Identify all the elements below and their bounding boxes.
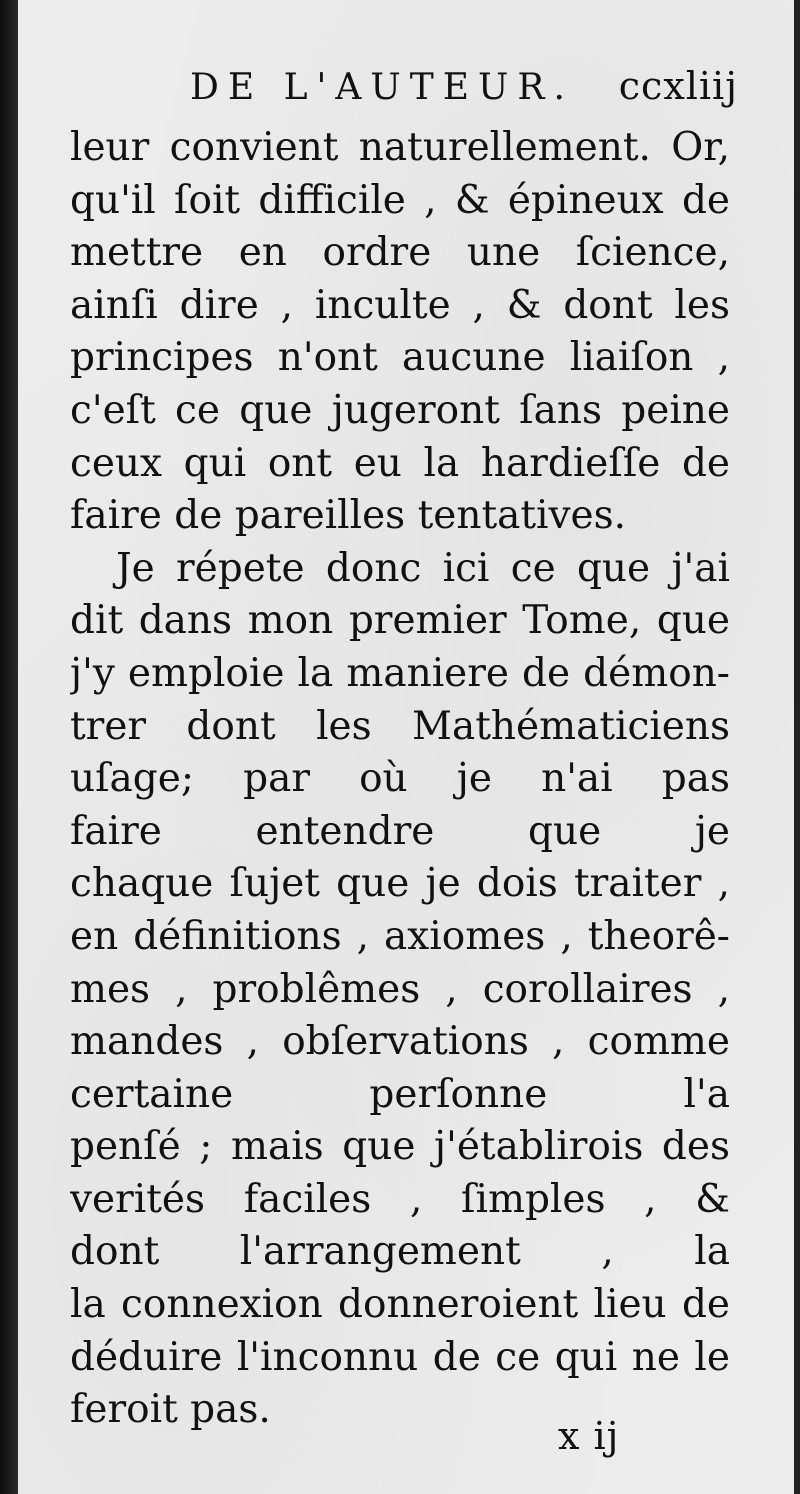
text-line: leur convient naturellement. Or,	[70, 125, 730, 170]
text-line: en définitions , axiomes , theorê-	[70, 913, 730, 959]
text-line: ceux qui ont eu la hardieſſe de	[70, 440, 730, 486]
text-line: mettre en ordre une ſcience,	[70, 230, 730, 276]
body-text	[70, 122, 730, 1437]
text-line: Je répete donc ici ce que j'ai	[116, 545, 730, 591]
text-line: ainſi dire , inculte , & dont les	[70, 282, 730, 328]
running-title: DE L'AUTEUR.	[190, 67, 574, 108]
page-number: ccxliij	[618, 64, 738, 108]
book-page	[18, 0, 794, 1494]
text-line: dit dans mon premier Tome, que	[70, 598, 730, 644]
text-line: feroit pas.	[70, 1387, 271, 1433]
text-line: dont l'arrangement , la	[70, 1229, 730, 1275]
scan-border-left	[0, 0, 18, 1494]
text-line: j'y emploie la maniere de démon-	[70, 650, 730, 696]
text-line: faire de pareilles tentatives.	[70, 493, 627, 539]
text-line: la connexion donneroient lieu de	[70, 1282, 730, 1328]
text-line: faire entendre que je	[70, 808, 730, 854]
text-line: trer dont les Mathématiciens	[70, 703, 730, 749]
text-line: uſage; par où je n'ai pas	[70, 756, 730, 802]
text-line: c'eſt ce que jugeront ſans peine	[70, 387, 730, 433]
text-line: mandes , obſervations , comme	[70, 1019, 730, 1065]
text-line: déduire l'inconnu de ce qui ne le	[70, 1334, 730, 1380]
text-line: principes n'ont aucune liaiſon ,	[70, 335, 730, 381]
text-line: certaine perſonne l'a	[70, 1071, 730, 1117]
text-line: mes , problêmes , corollaires ,	[70, 966, 730, 1012]
signature-mark: x ij	[558, 1414, 620, 1458]
text-line: qu'il ſoit difficile , & épineux de	[70, 177, 730, 223]
text-line: verités faciles , ſimples , &	[70, 1176, 730, 1222]
running-head	[190, 64, 750, 118]
scan-border-right	[794, 0, 800, 1494]
text-line: penſé ; mais que j'établirois des	[70, 1124, 730, 1170]
text-line: chaque ſujet que je dois traiter ,	[70, 861, 730, 907]
